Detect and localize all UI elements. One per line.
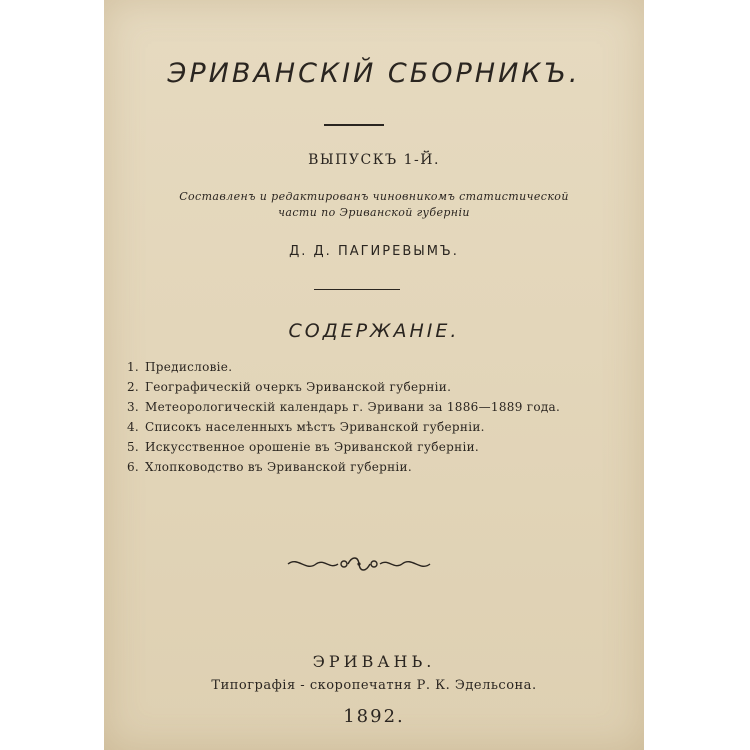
title-page <box>104 0 644 750</box>
table-of-contents <box>118 357 638 477</box>
toc-item: 6. Хлопководство въ Эриванской губернiи. <box>126 460 412 474</box>
title-divider <box>324 124 384 126</box>
compiled-line-2: части по Эриванской губернiи <box>278 206 470 219</box>
toc-item: 5. Искусственное орошенiе въ Эриванской губернiи. <box>126 440 479 454</box>
issue-number: ВЫПУСКЪ 1-Й. <box>308 152 440 168</box>
compiled-line-1: Составленъ и редактированъ чиновникомъ статистической <box>179 190 569 203</box>
ornament-icon <box>284 552 434 576</box>
publication-year: 1892. <box>343 706 405 727</box>
compiled-by-text <box>104 189 644 221</box>
publication-city: ЭРИВАНЬ. <box>312 652 436 671</box>
toc-item: 4. Списокъ населенныхъ мѣстъ Эриванской губернiи. <box>126 420 485 434</box>
toc-item: 2. Географическiй очеркъ Эриванской губернiи. <box>126 380 452 394</box>
author-divider <box>314 289 400 290</box>
contents-heading: СОДЕРЖАНIЕ. <box>288 320 460 342</box>
author-name: Д. Д. ПАГИРЕВЫМЪ. <box>289 244 459 259</box>
printer-name: Типографiя - скоропечатня Р. К. Эдельсона. <box>211 678 537 693</box>
book-title: ЭРИВАНСКIЙ СБОРНИКЪ. <box>167 58 581 89</box>
toc-item: 1. Предисловiе. <box>126 360 233 374</box>
toc-item: 3. Метеорологическiй календарь г. Эривани за 1886—1889 года. <box>126 400 561 414</box>
